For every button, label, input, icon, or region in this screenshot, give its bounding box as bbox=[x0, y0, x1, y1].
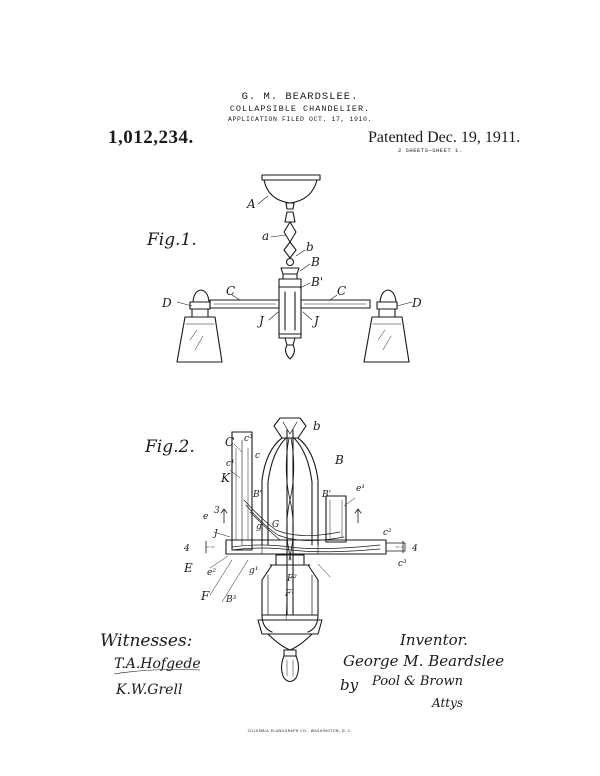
ref2-F2: F² bbox=[287, 574, 297, 584]
printer-imprint: COLUMBIA PLANOGRAPH CO., WASHINGTON, D. C. bbox=[247, 729, 353, 733]
patent-number: 1,012,234. bbox=[108, 127, 194, 148]
inventor-label: Inventor. bbox=[400, 631, 468, 649]
application-filed-line: APPLICATION FILED OCT. 17, 1910. bbox=[227, 116, 373, 123]
patented-date: Patented Dec. 19, 1911. bbox=[368, 129, 521, 146]
ref-C-right: C bbox=[337, 284, 347, 298]
sheet-count: 2 SHEETS—SHEET 1. bbox=[398, 147, 463, 154]
ref2-g1: g¹ bbox=[249, 566, 259, 576]
figure-1-label: Fig.1. bbox=[147, 230, 197, 250]
ref-D-left: D bbox=[162, 296, 172, 310]
ref2-K: K bbox=[221, 471, 230, 485]
ref-a: a bbox=[262, 229, 270, 243]
ref2-F: F bbox=[201, 589, 210, 603]
ref2-F1: F¹ bbox=[285, 589, 295, 599]
ref2-4-right: 4 bbox=[412, 544, 418, 554]
document-title: COLLAPSIBLE CHANDELIER. bbox=[229, 104, 371, 114]
witness-1-signature: T.A.Hofgede bbox=[114, 656, 201, 672]
ref2-c1: c¹ bbox=[226, 459, 235, 469]
ref-B1: B' bbox=[311, 275, 324, 289]
ref-A: A bbox=[247, 197, 256, 211]
ref2-e: e bbox=[203, 512, 209, 522]
ref2-e2: e² bbox=[207, 568, 216, 578]
ref2-3: 3 bbox=[214, 506, 220, 516]
ref-B: B bbox=[311, 255, 320, 269]
ref-C-left: C bbox=[226, 284, 236, 298]
ref2-B3: B³ bbox=[226, 595, 237, 605]
ref2-c3-top: c³ bbox=[244, 434, 253, 444]
ref2-G: G bbox=[272, 520, 280, 530]
ref2-B1-left: B' bbox=[253, 490, 263, 500]
figure-2-label: Fig.2. bbox=[145, 437, 195, 457]
ref-J-right: J bbox=[314, 314, 319, 328]
ref2-c2: c² bbox=[383, 528, 392, 538]
ref2-4-left: 4 bbox=[184, 544, 190, 554]
witnesses-label: Witnesses: bbox=[100, 631, 193, 651]
ref2-B: B bbox=[335, 453, 344, 467]
ref-J-left: J bbox=[259, 314, 264, 328]
ref2-C: C bbox=[225, 435, 235, 449]
witness-2-signature: K.W.Grell bbox=[116, 682, 183, 698]
attorney-signature: Pool & Brown bbox=[372, 674, 463, 689]
ref2-g: g bbox=[256, 522, 262, 532]
attys-label: Attys bbox=[432, 696, 464, 710]
ref2-c3-bottom: c³ bbox=[398, 559, 407, 569]
ref2-J: J bbox=[214, 529, 218, 539]
by-label: by bbox=[340, 676, 359, 694]
ref2-B1-right: B' bbox=[322, 490, 332, 500]
ref2-b: b bbox=[313, 419, 321, 433]
ref2-E: E bbox=[184, 561, 193, 575]
ref-D-right: D bbox=[412, 296, 422, 310]
ref-b: b bbox=[306, 240, 314, 254]
ref2-c: c bbox=[255, 451, 261, 461]
inventor-signature: George M. Beardslee bbox=[343, 652, 505, 670]
ref2-e1: e¹ bbox=[356, 484, 365, 494]
inventor-name: G. M. BEARDSLEE. bbox=[241, 91, 359, 103]
